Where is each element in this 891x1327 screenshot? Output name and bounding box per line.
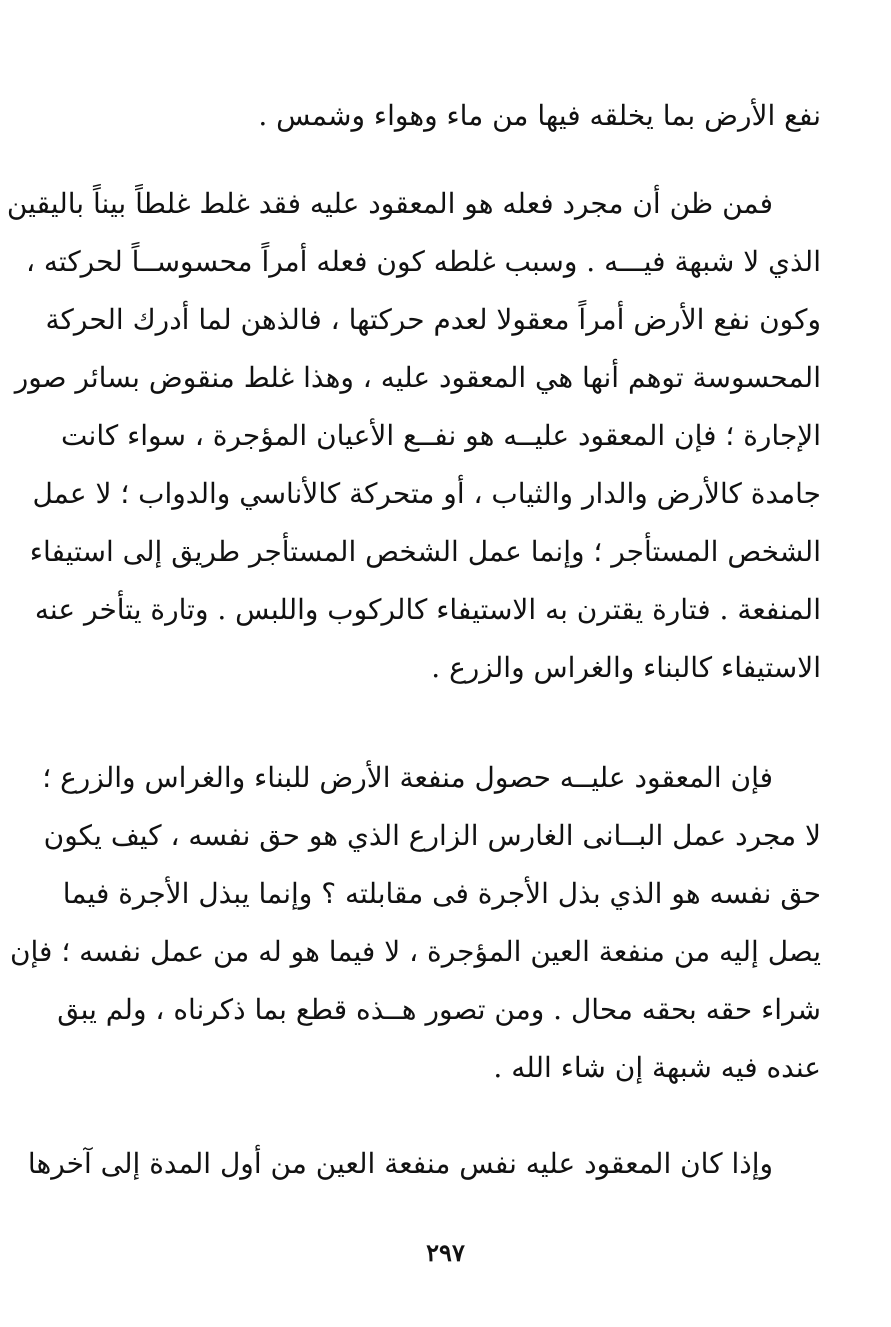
text-line: لا مجرد عمل البــانى الغارس الزارع الذي هو حق نفسه ، كيف يكون	[43, 819, 821, 852]
text-line: شراء حقه بحقه محال . ومن تصور هــذه قطع بما ذكرناه ، ولم يبق	[57, 993, 821, 1026]
text-line: الذي لا شبهة فيـــه . وسبب غلطه كون فعله أمراً محسوســاً لحركته ،	[25, 245, 821, 278]
text-line: نفع الأرض بما يخلقه فيها من ماء وهواء وشمس .	[258, 99, 821, 132]
text-line: المنفعة . فتارة يقترن به الاستيفاء كالركوب واللبس . وتارة يتأخر عنه	[34, 593, 821, 626]
text-line: حق نفسه هو الذي بذل الأجرة فى مقابلته ؟ وإنما يبذل الأجرة فيما	[62, 877, 821, 910]
page-number: ٢٩٧	[426, 1238, 465, 1267]
text-line: الشخص المستأجر ؛ وإنما عمل الشخص المستأجر طريق إلى استيفاء	[29, 535, 821, 568]
text-line: فمن ظن أن مجرد فعله هو المعقود عليه فقد غلط غلطاً بيناً باليقين	[6, 187, 773, 220]
text-line: وكون نفع الأرض أمراً معقولا لعدم حركتها ، فالذهن لما أدرك الحركة	[45, 303, 821, 336]
text-line: يصل إليه من منفعة العين المؤجرة ، لا فيما هو له من عمل نفسه ؛ فإن	[9, 935, 821, 968]
text-line: الاستيفاء كالبناء والغراس والزرع .	[431, 651, 821, 684]
text-line: عنده فيه شبهة إن شاء الله .	[493, 1051, 821, 1084]
text-line: وإذا كان المعقود عليه نفس منفعة العين من أول المدة إلى آخرها	[27, 1147, 773, 1180]
text-line: جامدة كالأرض والدار والثياب ، أو متحركة كالأناسي والدواب ؛ لا عمل	[32, 477, 821, 510]
text-line: الإجارة ؛ فإن المعقود عليــه هو نفــع الأعيان المؤجرة ، سواء كانت	[61, 419, 821, 452]
text-line: فإن المعقود عليــه حصول منفعة الأرض للبناء والغراس والزرع ؛	[42, 761, 773, 794]
text-line: المحسوسة توهم أنها هي المعقود عليه ، وهذا غلط منقوض بسائر صور	[14, 361, 821, 394]
